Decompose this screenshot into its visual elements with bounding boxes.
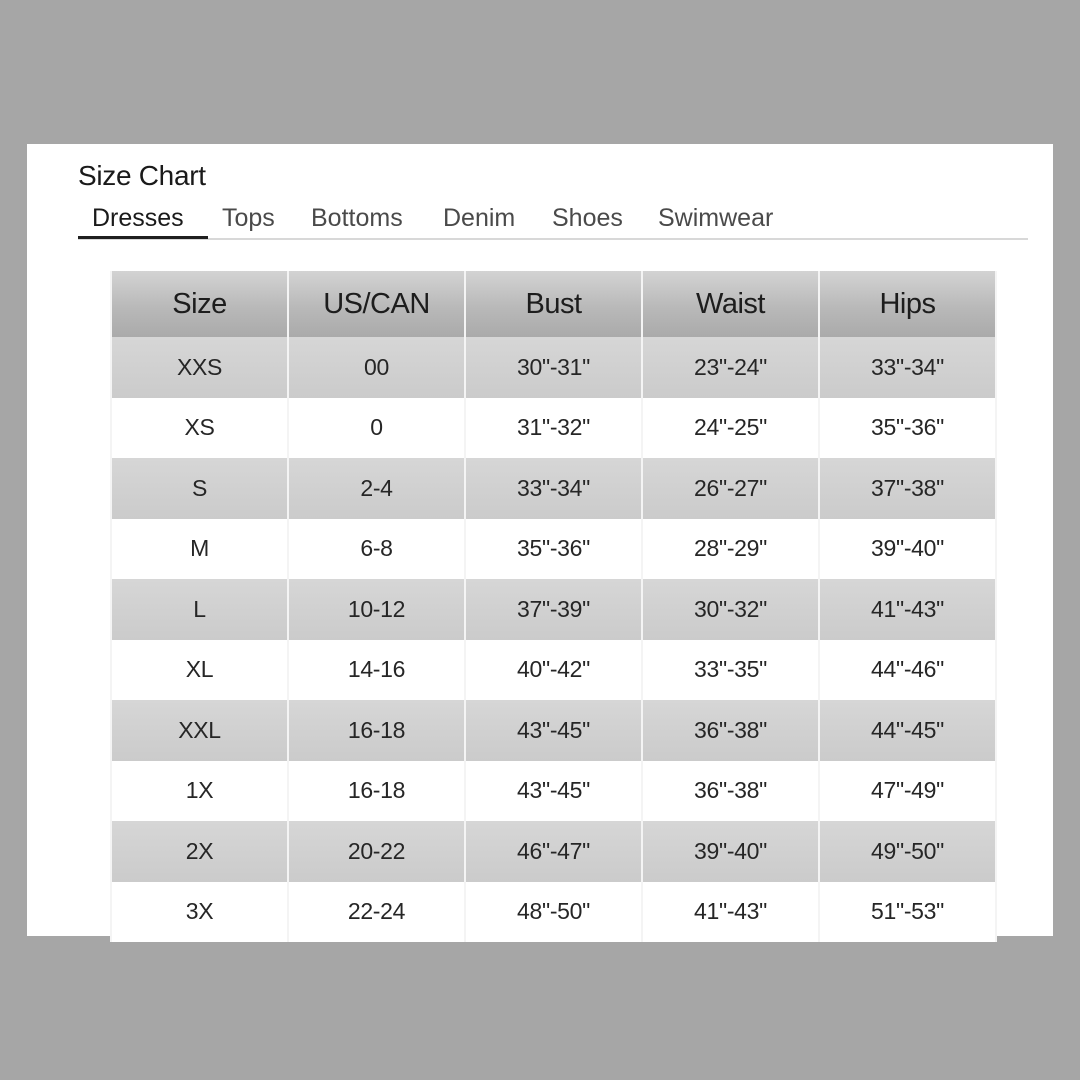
table-row <box>111 761 996 822</box>
cell-waist: 41"-43" <box>642 882 819 943</box>
column-header-us-can: US/CAN <box>288 271 465 337</box>
table-row <box>111 519 996 580</box>
table-row <box>111 640 996 701</box>
cell-bust: 31"-32" <box>465 398 642 459</box>
cell-size: 3X <box>111 882 288 943</box>
table-row <box>111 398 996 459</box>
tab-denim[interactable]: Denim <box>443 204 516 232</box>
cell-hips: 47"-49" <box>819 761 996 822</box>
tab-tops[interactable]: Tops <box>222 204 275 232</box>
cell-bust: 43"-45" <box>465 761 642 822</box>
column-header-size: Size <box>111 271 288 337</box>
cell-us-can: 22-24 <box>288 882 465 943</box>
size-chart-card <box>27 144 1053 936</box>
size-table <box>110 271 997 942</box>
cell-waist: 39"-40" <box>642 821 819 882</box>
category-tabs <box>78 202 1028 240</box>
cell-us-can: 00 <box>288 337 465 398</box>
cell-bust: 48"-50" <box>465 882 642 943</box>
cell-us-can: 16-18 <box>288 761 465 822</box>
cell-hips: 37"-38" <box>819 458 996 519</box>
cell-us-can: 16-18 <box>288 700 465 761</box>
cell-waist: 24"-25" <box>642 398 819 459</box>
cell-hips: 39"-40" <box>819 519 996 580</box>
cell-us-can: 14-16 <box>288 640 465 701</box>
tab-shoes[interactable]: Shoes <box>552 204 623 232</box>
column-header-hips: Hips <box>819 271 996 337</box>
cell-size: S <box>111 458 288 519</box>
page-title: Size Chart <box>78 160 206 191</box>
tab-swimwear[interactable]: Swimwear <box>658 204 774 232</box>
tab-bottoms[interactable]: Bottoms <box>311 204 403 232</box>
cell-bust: 35"-36" <box>465 519 642 580</box>
table-row <box>111 882 996 943</box>
cell-hips: 44"-45" <box>819 700 996 761</box>
cell-waist: 30"-32" <box>642 579 819 640</box>
cell-us-can: 6-8 <box>288 519 465 580</box>
cell-us-can: 20-22 <box>288 821 465 882</box>
cell-bust: 30"-31" <box>465 337 642 398</box>
cell-size: XS <box>111 398 288 459</box>
table-row <box>111 579 996 640</box>
cell-bust: 46"-47" <box>465 821 642 882</box>
tab-dresses[interactable]: Dresses <box>92 204 184 232</box>
cell-bust: 33"-34" <box>465 458 642 519</box>
column-header-waist: Waist <box>642 271 819 337</box>
column-header-bust: Bust <box>465 271 642 337</box>
table-body <box>111 337 996 942</box>
cell-us-can: 0 <box>288 398 465 459</box>
cell-size: 2X <box>111 821 288 882</box>
cell-size: XL <box>111 640 288 701</box>
cell-hips: 35"-36" <box>819 398 996 459</box>
cell-us-can: 2-4 <box>288 458 465 519</box>
table-row <box>111 337 996 398</box>
cell-size: M <box>111 519 288 580</box>
cell-size: L <box>111 579 288 640</box>
table-header-row <box>111 271 996 337</box>
cell-size: XXL <box>111 700 288 761</box>
cell-hips: 44"-46" <box>819 640 996 701</box>
cell-us-can: 10-12 <box>288 579 465 640</box>
cell-hips: 33"-34" <box>819 337 996 398</box>
cell-size: 1X <box>111 761 288 822</box>
cell-size: XXS <box>111 337 288 398</box>
cell-bust: 43"-45" <box>465 700 642 761</box>
cell-waist: 33"-35" <box>642 640 819 701</box>
cell-hips: 41"-43" <box>819 579 996 640</box>
table-row <box>111 458 996 519</box>
table-row <box>111 700 996 761</box>
table-row <box>111 821 996 882</box>
cell-waist: 26"-27" <box>642 458 819 519</box>
cell-waist: 36"-38" <box>642 700 819 761</box>
active-tab-indicator <box>78 236 208 239</box>
cell-bust: 37"-39" <box>465 579 642 640</box>
cell-waist: 28"-29" <box>642 519 819 580</box>
cell-waist: 23"-24" <box>642 337 819 398</box>
cell-waist: 36"-38" <box>642 761 819 822</box>
cell-hips: 51"-53" <box>819 882 996 943</box>
cell-bust: 40"-42" <box>465 640 642 701</box>
cell-hips: 49"-50" <box>819 821 996 882</box>
